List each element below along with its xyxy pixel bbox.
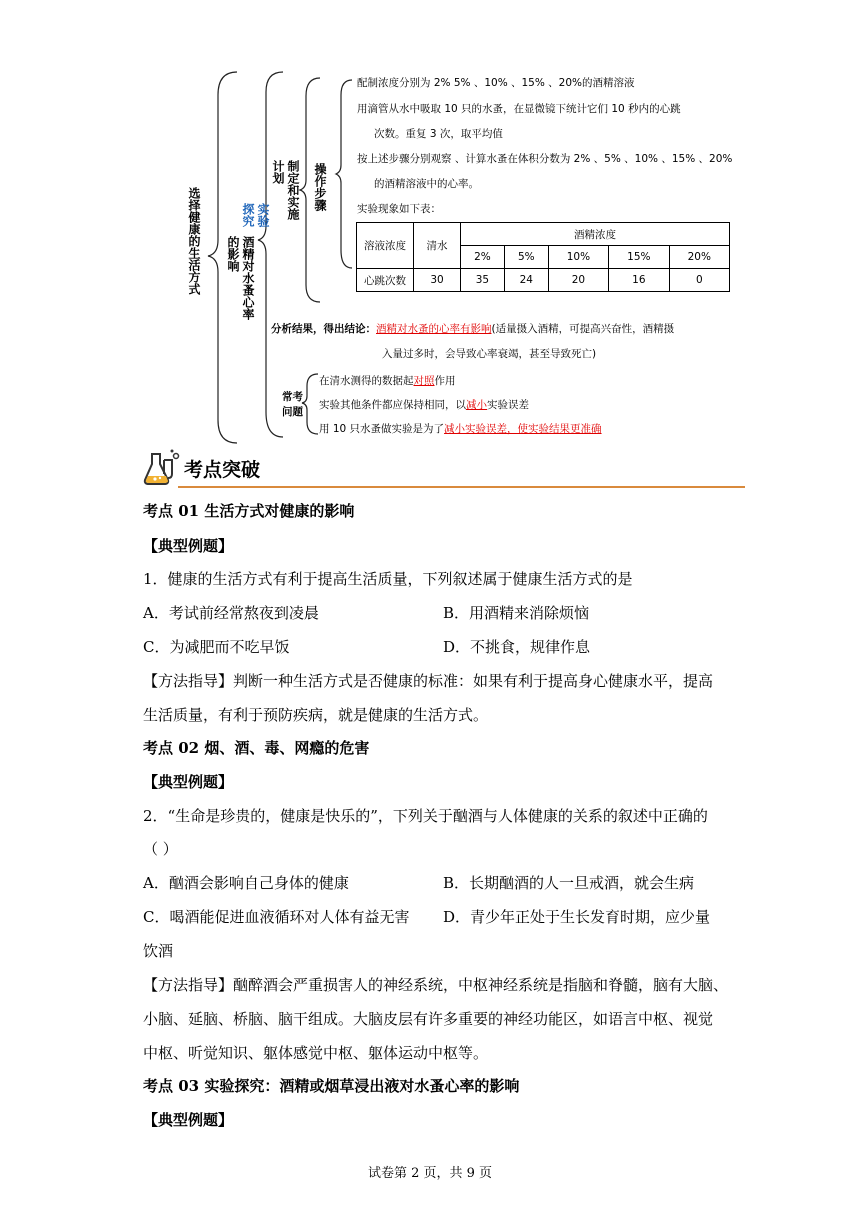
k2-option-c: C．喝酒能促进血液循环对人体有益无害	[143, 908, 410, 926]
k1-example-heading: 【典型例题】	[143, 537, 234, 555]
table-value: 24	[504, 269, 548, 292]
question-2	[319, 397, 529, 412]
step-3b: 的酒精溶液中的心率。	[374, 178, 479, 190]
k1-option-a: A．考试前经常熬夜到凌晨	[143, 604, 319, 622]
table-conc: 5%	[504, 246, 548, 269]
root-node: 选择健康的生活方式	[187, 187, 201, 295]
experiment-node: 酒精对水蚤心率的影响	[226, 236, 255, 320]
analysis-line-2: 入量过多时，会导致心率衰竭，甚至导致死亡)	[382, 348, 597, 360]
question-1-post: 作用	[434, 375, 456, 387]
k1-option-d: D．不挑食，规律作息	[443, 638, 591, 656]
question-2-pre: 实验其他条件都应保持相同，以	[319, 399, 466, 411]
common-questions-label: 常考问题	[282, 391, 303, 418]
k2-option-a: A．酗酒会影响自己身体的健康	[143, 874, 349, 892]
k2-option-d: D．青少年正处于生长发育时期，应少量	[443, 908, 711, 926]
section-divider	[178, 486, 745, 488]
question-3-pre: 用 10 只水蚤做实验是为了	[319, 423, 445, 435]
analysis-conclusion: 酒精对水蚤的心率有影响	[376, 323, 492, 335]
table-value: 20	[548, 269, 608, 292]
question-1	[319, 373, 456, 388]
k2-question-line-1: 2．“生命是珍贵的，健康是快乐的”，下列关于酗酒与人体健康的关系的叙述中正确的	[143, 807, 708, 825]
table-conc: 10%	[548, 246, 608, 269]
table-water-value: 30	[414, 269, 461, 292]
plan-node: 制定和实施计划	[271, 160, 300, 220]
table-conc: 2%	[461, 246, 505, 269]
k1-title: 考点 01 生活方式对健康的影响	[143, 502, 355, 520]
flask-icon	[142, 448, 184, 488]
step-2: 用滴管从水中吸取 10 只的水蚤，在显微镜下统计它们 10 秒内的心跳	[357, 103, 681, 115]
question-1-pre: 在清水测得的数据起	[319, 375, 414, 387]
operation-node: 操作步骤	[313, 163, 327, 211]
table-value: 35	[461, 269, 505, 292]
k2-guide-line-1	[143, 974, 728, 995]
step-4: 实验现象如下表：	[357, 203, 441, 215]
k2-example-heading: 【典型例题】	[143, 773, 234, 791]
question-3	[319, 421, 602, 436]
step-1: 配制浓度分别为 2% 5% 、10% 、15% 、20%的酒精溶液	[357, 77, 635, 89]
k2-guide-line-3: 中枢、听觉知识、躯体感觉中枢、躯体运动中枢等。	[143, 1044, 489, 1062]
table-header-alcohol: 酒精浓度	[461, 223, 730, 246]
question-2-answer: 减小	[466, 399, 487, 411]
k1-guide-line-2: 生活质量，有利于预防疾病，就是健康的生活方式。	[143, 706, 489, 724]
question-2-post: 实验误差	[487, 399, 529, 411]
k1-question: 1．健康的生活方式有利于提高生活质量，下列叙述属于健康生活方式的是	[143, 570, 633, 588]
analysis-note: (适量摄入酒精，可提高兴奋性，酒精摄	[491, 323, 675, 335]
k1-guide-text: 判断一种生活方式是否健康的标准：如果有利于提高身心健康水平，提高	[233, 672, 714, 690]
section-banner-title: 考点突破	[184, 459, 261, 481]
operation-bracket	[336, 80, 352, 268]
k2-guide-text: 酗醉酒会严重损害人的神经系统，中枢神经系统是指脑和脊髓，脑有大脑、	[233, 976, 729, 994]
k2-guide-label: 【方法指导】	[143, 976, 234, 994]
k2-title: 考点 02 烟、酒、毒、网瘾的危害	[143, 739, 370, 757]
table-conc: 15%	[609, 246, 669, 269]
k2-guide-line-2: 小脑、延脑、桥脑、脑干组成。大脑皮层有许多重要的神经功能区，如语言中枢、视觉	[143, 1010, 714, 1028]
question-3-answer: 减小实验误差，使实验结果更准确	[444, 423, 602, 435]
experiment-bracket	[258, 72, 283, 437]
step-2b: 次数。重复 3 次，取平均值	[374, 128, 503, 140]
table-row-label: 心跳次数	[357, 269, 414, 292]
k2-question-line-2: （ ）	[143, 840, 178, 858]
step-3: 按上述步骤分别观察 、计算水蚤在体积分数为 2% 、5% 、10% 、15% 、20%	[357, 153, 733, 165]
analysis-label: 分析结果，得出结论：	[271, 323, 376, 335]
k1-guide-line-1	[143, 670, 713, 691]
k2-option-b: B．长期酗酒的人一旦戒酒，就会生病	[443, 874, 695, 892]
table-value: 16	[609, 269, 669, 292]
experiment-table	[356, 222, 730, 292]
table-value: 0	[669, 269, 729, 292]
table-conc: 20%	[669, 246, 729, 269]
k2-option-d-cont: 饮酒	[143, 942, 174, 960]
analysis-line-1	[271, 321, 674, 336]
experiment-node-blue: 实验探究	[241, 203, 270, 227]
k1-option-b: B．用酒精来消除烦恼	[443, 604, 590, 622]
page-footer: 试卷第 2 页，共 9 页	[367, 1166, 493, 1181]
table-header-water: 清水	[414, 223, 461, 269]
k3-example-heading: 【典型例题】	[143, 1111, 234, 1129]
k3-title: 考点 03 实验探究：酒精或烟草浸出液对水蚤心率的影响	[143, 1077, 520, 1095]
k1-guide-label: 【方法指导】	[143, 672, 234, 690]
question-1-answer: 对照	[413, 375, 435, 387]
k1-option-c: C．为减肥而不吃早饭	[143, 638, 290, 656]
table-header-concentration: 溶液浓度	[357, 223, 414, 269]
